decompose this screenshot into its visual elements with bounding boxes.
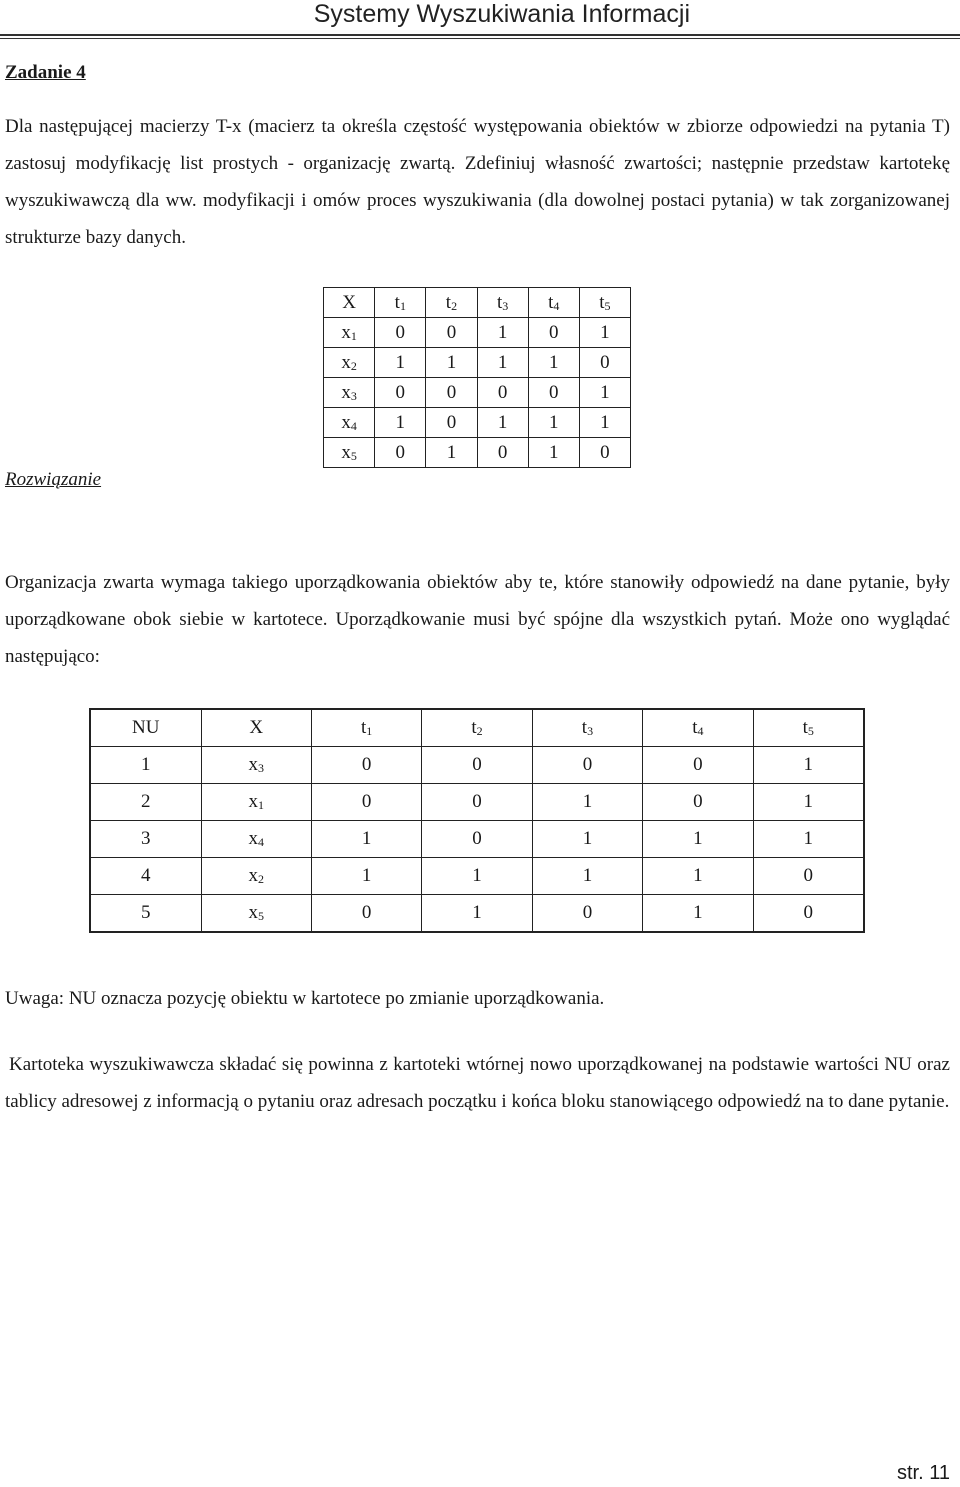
- nu-table-cell: 0: [753, 858, 864, 895]
- matrix-cell: 0: [375, 438, 426, 468]
- matrix-body: [324, 318, 631, 468]
- note-text: Uwaga: NU oznacza pozycję obiektu w kartotece po zmianie uporządkowania.: [5, 988, 605, 1009]
- cell-subscript: 3: [587, 724, 594, 738]
- matrix-row: [324, 348, 631, 378]
- matrix-header-cell: [477, 288, 528, 318]
- object-cell: [201, 747, 311, 784]
- matrix-row: [324, 378, 631, 408]
- page-header: [0, 0, 960, 38]
- cell-text: x: [248, 791, 258, 812]
- cell-subscript: 4: [553, 298, 560, 313]
- matrix-cell: 1: [477, 408, 528, 438]
- matrix-row-label: [324, 438, 375, 468]
- cell-text: t: [394, 291, 400, 313]
- cell-text: t: [692, 717, 698, 738]
- cell-text: x: [341, 411, 351, 433]
- nu-header-cell: [90, 709, 201, 747]
- cell-subscript: 4: [350, 418, 357, 433]
- nu-cell: 3: [90, 821, 201, 858]
- matrix-cell: 1: [579, 378, 630, 408]
- nu-table-cell: 1: [532, 858, 642, 895]
- matrix-row: [324, 318, 631, 348]
- cell-subscript: 2: [476, 724, 483, 738]
- matrix-row: [324, 438, 631, 468]
- matrix-cell: 0: [579, 438, 630, 468]
- nu-table-cell: 0: [422, 821, 532, 858]
- cell-subscript: 4: [697, 724, 704, 738]
- solution-label: Rozwiązanie: [5, 469, 102, 490]
- cell-subscript: 3: [257, 761, 264, 775]
- nu-table-cell: 1: [311, 821, 421, 858]
- nu-table-row: [90, 784, 864, 821]
- nu-header-cell: [532, 709, 642, 747]
- nu-table-row: [90, 858, 864, 895]
- nu-table-cell: 1: [753, 784, 864, 821]
- cell-text: t: [599, 291, 605, 313]
- cell-subscript: 2: [451, 298, 458, 313]
- matrix-cell: 0: [375, 378, 426, 408]
- cell-subscript: 3: [350, 388, 357, 403]
- cell-subscript: 5: [350, 448, 357, 463]
- cell-subscript: 1: [366, 724, 373, 738]
- matrix-cell: 1: [477, 348, 528, 378]
- object-cell: [201, 858, 311, 895]
- nu-cell: 1: [90, 747, 201, 784]
- nu-table-cell: 0: [311, 895, 421, 933]
- matrix-cell: 1: [579, 408, 630, 438]
- nu-table-cell: 0: [311, 747, 421, 784]
- nu-header-cell: [422, 709, 532, 747]
- cell-subscript: 4: [257, 835, 264, 849]
- cell-text: x: [341, 351, 351, 373]
- task-heading: Zadanie 4: [5, 62, 86, 83]
- nu-table-cell: 0: [311, 784, 421, 821]
- matrix-cell: 1: [426, 348, 477, 378]
- cell-text: NU: [132, 717, 160, 738]
- cell-text: t: [471, 717, 477, 738]
- matrix-header-cell: [426, 288, 477, 318]
- matrix-row-label: [324, 318, 375, 348]
- cell-text: x: [248, 902, 258, 923]
- cell-text: x: [248, 754, 258, 775]
- nu-table-body: [90, 747, 864, 933]
- matrix-cell: 1: [528, 348, 579, 378]
- nu-header-cell: [643, 709, 753, 747]
- header-rule: [0, 34, 960, 36]
- matrix-row-label: [324, 348, 375, 378]
- cell-subscript: 5: [604, 298, 611, 313]
- nu-table-cell: 1: [643, 858, 753, 895]
- object-cell: [201, 784, 311, 821]
- cell-text: t: [360, 717, 367, 738]
- nu-table-cell: 0: [643, 747, 753, 784]
- nu-table-cell: 1: [311, 858, 421, 895]
- cell-text: x: [341, 381, 351, 403]
- cell-text: t: [802, 717, 808, 738]
- nu-cell: 2: [90, 784, 201, 821]
- nu-table-cell: 1: [643, 821, 753, 858]
- cell-subscript: 1: [399, 298, 406, 313]
- nu-table-cell: 0: [422, 747, 532, 784]
- matrix-row-label: [324, 378, 375, 408]
- cell-subscript: 1: [257, 798, 264, 812]
- header-rule-thin: [0, 38, 960, 39]
- nu-header-cell: [311, 709, 421, 747]
- matrix-cell: 0: [426, 318, 477, 348]
- cell-subscript: 5: [257, 909, 264, 923]
- cell-text: x: [248, 828, 258, 849]
- matrix-row-label: [324, 408, 375, 438]
- matrix-cell: 1: [426, 438, 477, 468]
- nu-table-cell: 0: [643, 784, 753, 821]
- nu-table-cell: 0: [532, 895, 642, 933]
- matrix-row: [324, 408, 631, 438]
- cell-text: t: [548, 291, 554, 313]
- explanation-text: Organizacja zwarta wymaga takiego uporządkowania obiektów aby te, które stanowiły odpowiedź na dane pytanie, były uporządkowane obok siebie w kartotece. Uporządkowanie musi być spójne dla wszystkich pytań. Może ono wyglądać następująco:: [5, 572, 950, 667]
- object-cell: [201, 821, 311, 858]
- cell-subscript: 3: [502, 298, 509, 313]
- cell-subscript: 2: [257, 872, 264, 886]
- matrix-cell: 0: [528, 378, 579, 408]
- matrix-cell: 0: [375, 318, 426, 348]
- matrix-cell: 1: [477, 318, 528, 348]
- nu-ordered-table: [89, 708, 865, 933]
- matrix-cell: 0: [579, 348, 630, 378]
- cell-text: X: [342, 291, 356, 313]
- nu-table-cell: 0: [532, 747, 642, 784]
- header-title: Systemy Wyszukiwania Informacji: [313, 0, 690, 28]
- closing-text: Kartoteka wyszukiwawcza składać się powinna z kartoteki wtórnej nowo uporządkowanej na podstawie wartości NU oraz tablicy adresowej z informacją o pytaniu oraz adresach początku i końca bloku stanowiącego odpowiedź na to dane pytanie.: [5, 1054, 950, 1112]
- nu-header-cell: [753, 709, 864, 747]
- object-cell: [201, 895, 311, 933]
- nu-table-row: [90, 747, 864, 784]
- nu-header-row: [90, 709, 864, 747]
- cell-text: t: [445, 291, 452, 313]
- nu-table-row: [90, 895, 864, 933]
- matrix-header-cell: [579, 288, 630, 318]
- matrix-cell: 0: [426, 408, 477, 438]
- matrix-cell: 1: [528, 438, 579, 468]
- task-text: Dla następującej macierzy T-x (macierz ta określa częstość występowania obiektów w zbiorze odpowiedzi na pytania T) zastosuj modyfikację list prostych - organizację zwartą. Zdefiniuj własność zwartości; następnie przedstaw kartotekę wyszukiwawczą dla ww. modyfikacji i omów proces wyszukiwania (dla dowolnej postaci pytania) w tak zorganizowanej strukturze bazy danych.: [5, 116, 950, 248]
- nu-table-cell: 1: [643, 895, 753, 933]
- matrix-header-cell: [528, 288, 579, 318]
- nu-table-cell: 1: [532, 821, 642, 858]
- nu-cell: 4: [90, 858, 201, 895]
- matrix-cell: 0: [426, 378, 477, 408]
- matrix-cell: 1: [528, 408, 579, 438]
- matrix-cell: 0: [477, 378, 528, 408]
- matrix-cell: 0: [477, 438, 528, 468]
- cell-text: t: [496, 291, 503, 313]
- cell-text: x: [248, 865, 258, 886]
- nu-table-row: [90, 821, 864, 858]
- cell-text: x: [341, 321, 351, 343]
- cell-subscript: 1: [350, 328, 357, 343]
- nu-table-cell: 0: [753, 895, 864, 933]
- page-number: str. 11: [897, 1462, 950, 1484]
- nu-table-cell: 1: [422, 858, 532, 895]
- matrix-cell: 1: [375, 408, 426, 438]
- nu-table-cell: 1: [753, 747, 864, 784]
- matrix-header-cell: [375, 288, 426, 318]
- matrix-header-cell: [324, 288, 375, 318]
- cell-text: t: [581, 717, 588, 738]
- cell-text: X: [249, 717, 264, 738]
- nu-header-cell: [201, 709, 311, 747]
- nu-table-cell: 1: [753, 821, 864, 858]
- nu-table-cell: 1: [532, 784, 642, 821]
- cell-text: x: [341, 441, 351, 463]
- matrix-cell: 1: [375, 348, 426, 378]
- nu-cell: 5: [90, 895, 201, 933]
- tx-matrix-table: [323, 287, 631, 468]
- nu-table-cell: 1: [422, 895, 532, 933]
- cell-subscript: 5: [807, 724, 814, 738]
- nu-table-cell: 0: [422, 784, 532, 821]
- matrix-cell: 1: [579, 318, 630, 348]
- cell-subscript: 2: [350, 358, 357, 373]
- matrix-header-row: [324, 288, 631, 318]
- matrix-cell: 0: [528, 318, 579, 348]
